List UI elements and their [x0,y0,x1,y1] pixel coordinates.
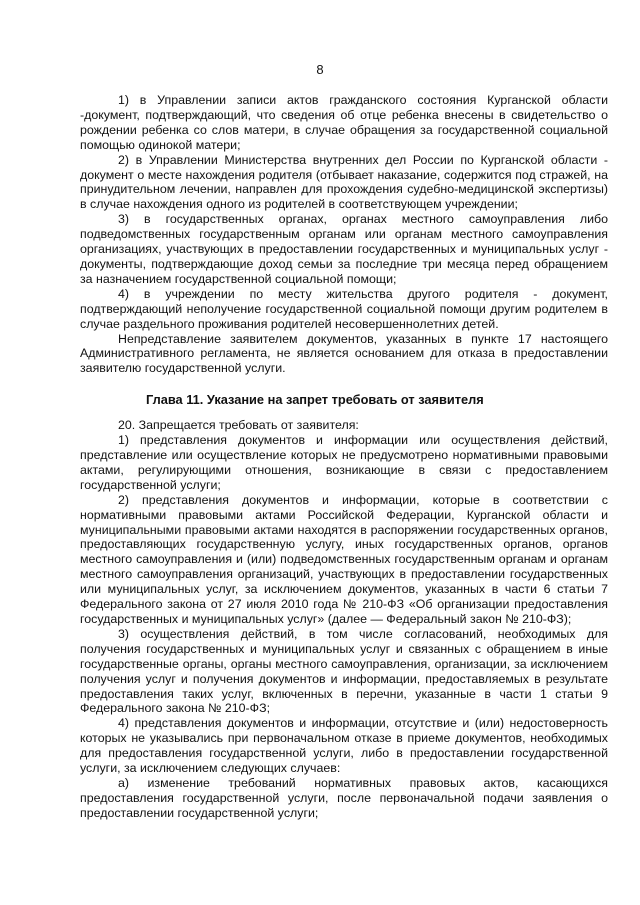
paragraph-state-bodies: 3) в государственных органах, органах местного самоуправления либо подведомственных государственным органам или органам местного самоуправления организациях, участвующих в предоставлении государственных и муниципальных услуг - документы, подтверждающие доход семьи за последние три месяца перед обращением за назначением государственной социальной помощи; [80,212,608,286]
document-body [80,93,608,821]
paragraph-non-submission: Непредставление заявителем документов, указанных в пункте 17 настоящего Административного регламента, не является основанием для отказа в предоставлении заявителю государственной услуги. [80,331,608,376]
paragraph-item-20-4-a: а) изменение требований нормативных правовых актов, касающихся предоставления государственной услуги, после первоначальной подачи заявления о предоставлении государственной услуги; [80,775,608,820]
spacer [80,407,608,418]
spacer [80,376,608,392]
paragraph-interior-ministry: 2) в Управлении Министерства внутренних дел России по Курганской области - документ о месте нахождения родителя (отбывает наказание, содержится под стражей, на принудительном лечении, направлен для прохождения судебно-медицинской экспертизы) в случае нахождения одного из родителей в соответствующем учреждении; [80,152,608,212]
chapter-heading: Глава 11. Указание на запрет требовать от заявителя [146,392,484,408]
paragraph-item-20-2: 2) представления документов и информации, которые в соответствии с нормативными правовыми актами Российской Федерации, Курганской области и муниципальными правовыми актами находятся в распоряжении государственных органов, предоставляющих государственную услугу, иных государственных органов, органов местного самоуправления и (или) подведомственных государственным органам и органам местного самоуправления организаций, участвующих в предоставлении государственных или муниципальных услуг, за исключением документов, указанных в части 6 статьи 7 Федерального закона от 27 июля 2010 года № 210-ФЗ «Об организации предоставления государственных и муниципальных услуг» (далее — Федеральный закон № 210-ФЗ); [80,492,608,626]
paragraph-item-20-4: 4) представления документов и информации, отсутствие и (или) недостоверность которых не указывались при первоначальном отказе в приеме документов, необходимых для предоставления государственной услуги, либо в предоставлении государственной услуги, за исключением следующих случаев: [80,716,608,776]
paragraph-item-20: 20. Запрещается требовать от заявителя: [118,418,359,433]
paragraph-other-parent: 4) в учреждении по месту жительства другого родителя - документ, подтверждающий неполучение государственной социальной помощи другим родителем в случае раздельного проживания родителей несовершеннолетних детей. [80,286,608,331]
paragraph-registry-office: 1) в Управлении записи актов гражданского состояния Курганской области -документ, подтверждающий, что сведения об отце ребенка внесены в свидетельство о рождении ребенка со слов матери, в случае обращения за государственной социальной помощью одинокой матери; [80,93,608,152]
paragraph-item-20-1: 1) представления документов и информации или осуществления действий, представление или осуществление которых не предусмотрено нормативными правовыми актами, регулирующими отношения, возникающие в связи с предоставлением государственной услуги; [80,433,608,492]
paragraph-item-20-3: 3) осуществления действий, в том числе согласований, необходимых для получения государственных и муниципальных услуг и связанных с обращением в иные государственные органы, органы местного самоуправления, организации, за исключением получения услуг и получения документов и информации, предоставляемых в результате предоставления таких услуг, включенных в перечни, указанные в части 1 статьи 9 Федерального закона № 210-ФЗ; [80,626,608,716]
page-number: 8 [316,62,324,77]
